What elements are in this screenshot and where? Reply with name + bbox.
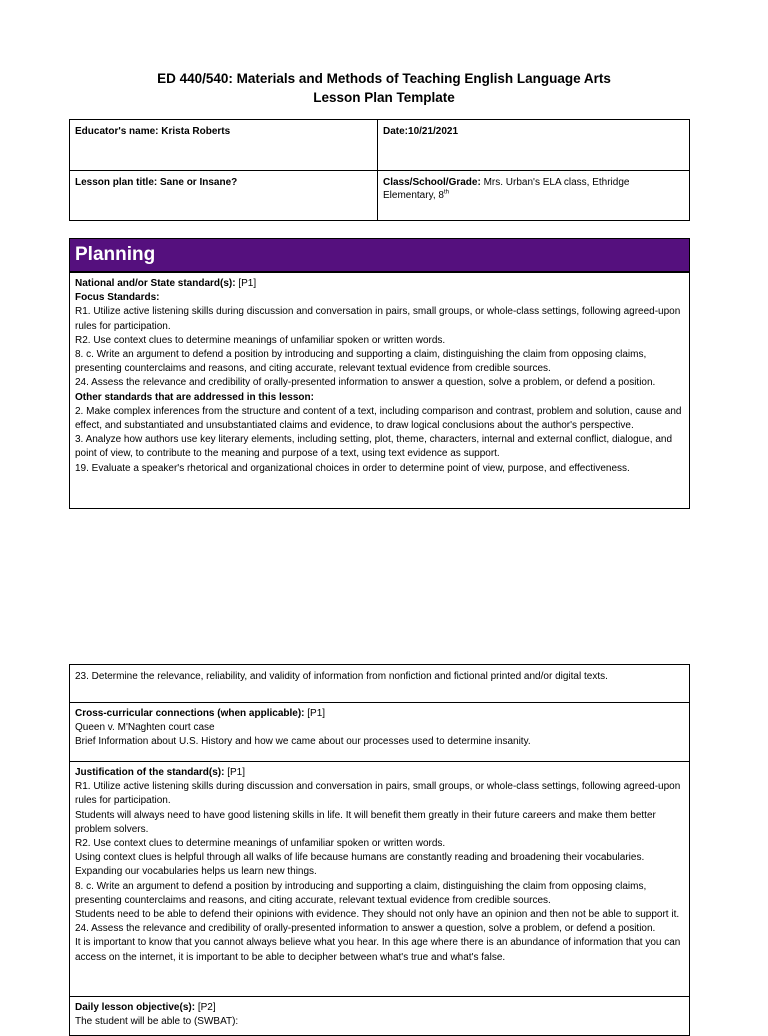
focus-standard-item: R2. Use context clues to determine meanings of unfamiliar spoken or written words.: [75, 334, 446, 346]
planning-section-header: [69, 238, 690, 272]
continued-standard-item: 23. Determine the relevance, reliability, and validity of information from nonfiction and fictional printed and/or digital texts.: [75, 671, 608, 682]
cross-curricular-label-line: [75, 707, 684, 721]
class-value: Mrs. Urban's ELA class, Ethridge Elementary, 8: [383, 177, 630, 201]
justification-item: R2. Use context clues to determine meanings of unfamiliar spoken or written words.: [75, 838, 446, 850]
justification-item: 24. Assess the relevance and credibility of orally-presented information to answer a question, solve a problem, or defend a position.: [75, 923, 656, 935]
standards-tag: [P1]: [235, 278, 257, 289]
other-standard-item: 3. Analyze how authors use key literary elements, including setting, plot, theme, characters, internal and external conflict, dialogue, and point of view, to contribute to the meaning and purpose of a text, using text evidence as support.: [75, 434, 673, 460]
standards-label-line: [75, 277, 684, 291]
focus-standard-item: 8. c. Write an argument to defend a position by introducing and supporting a claim, distinguishing the claim from opposing claims, presenting counterclaims and reasons, and citing accurate, relevant textual evidence from credible sources.: [75, 349, 647, 375]
justification-item: Students will always need to have good listening skills in life. It will benefit them greatly in their future careers and make them better problem solvers.: [75, 809, 656, 835]
justification-label: Justification of the standard(s):: [75, 767, 225, 778]
document-title: [0, 69, 768, 107]
justification-item: Using context clues is helpful through all walks of life because humans are constantly reading and broadening their vocabularies. Expanding our vocabularies helps us learn new things.: [75, 852, 645, 878]
template-title: Lesson Plan Template: [313, 90, 455, 105]
focus-standards-heading: Focus Standards:: [75, 292, 160, 304]
lesson-title: Lesson plan title: Sane or Insane?: [75, 177, 238, 188]
cross-curricular-item: Queen v. M'Naghten court case: [75, 722, 215, 734]
justification-box: [69, 761, 690, 997]
standards-box: [69, 272, 690, 509]
cross-curricular-box: [69, 702, 690, 762]
class-label: Class/School/Grade:: [383, 177, 481, 188]
class-school-grade-cell: [378, 171, 689, 220]
lesson-title-cell: [70, 171, 377, 220]
lesson-info-table: [69, 119, 690, 221]
justification-item: Students need to be able to defend their opinions with evidence. They should not only have an opinion and then not be able to support it.: [75, 909, 680, 921]
focus-standard-item: 24. Assess the relevance and credibility of orally-presented information to answer a question, solve a problem, or defend a position.: [75, 377, 656, 389]
standards-continued-box: [69, 664, 690, 703]
educator-name: Educator's name: Krista Roberts: [75, 126, 231, 137]
cross-curricular-item: Brief Information about U.S. History and how we came about our processes used to determine insanity.: [75, 736, 531, 748]
justification-label-line: [75, 766, 684, 780]
date-cell: [378, 120, 689, 170]
other-standards-heading: Other standards that are addressed in this lesson:: [75, 391, 314, 403]
justification-item: 8. c. Write an argument to defend a position by introducing and supporting a claim, distinguishing the claim from opposing claims, presenting counterclaims and reasons, and citing accurate, relevant textual evidence from credible sources.: [75, 880, 647, 906]
lesson-date: Date:10/21/2021: [383, 126, 459, 137]
grade-suffix: th: [443, 189, 449, 196]
objectives-swbat: The student will be able to (SWBAT):: [75, 1016, 239, 1028]
planning-heading: Planning: [75, 244, 156, 265]
justification-item: R1. Utilize active listening skills during discussion and conversation in pairs, small groups, or whole-class settings, following agreed-upon rules for participation.: [75, 781, 681, 807]
objectives-label: Daily lesson objective(s):: [75, 1002, 196, 1013]
other-standard-item: 19. Evaluate a speaker's rhetorical and organizational choices in order to determine point of view, purpose, and effectiveness.: [75, 462, 630, 474]
objectives-tag: [P2]: [195, 1002, 216, 1013]
cross-curricular-label: Cross-curricular connections (when applicable):: [75, 708, 305, 719]
standards-label: National and/or State standard(s):: [75, 278, 236, 289]
justification-tag: [P1]: [224, 767, 246, 778]
course-title: ED 440/540: Materials and Methods of Teaching English Language Arts: [157, 71, 611, 86]
objectives-box: [69, 996, 690, 1036]
cross-curricular-tag: [P1]: [304, 708, 326, 719]
objectives-label-line: [75, 1001, 684, 1015]
other-standard-item: 2. Make complex inferences from the structure and content of a text, including comparison and contrast, problem and solution, cause and effect, and substantiated and unsubstantiated claims and evidence, to draw logical conclusions about the author's perspective.: [75, 405, 682, 432]
focus-standard-item: R1. Utilize active listening skills during discussion and conversation in pairs, small groups, or whole-class settings, following agreed-upon rules for participation.: [75, 306, 681, 332]
justification-item: It is important to know that you cannot always believe what you hear. In this age where there is an abundance of information that you can access on the internet, it is important to be able to decipher between what's true and what's false.: [75, 937, 681, 963]
educator-name-cell: [70, 120, 377, 170]
